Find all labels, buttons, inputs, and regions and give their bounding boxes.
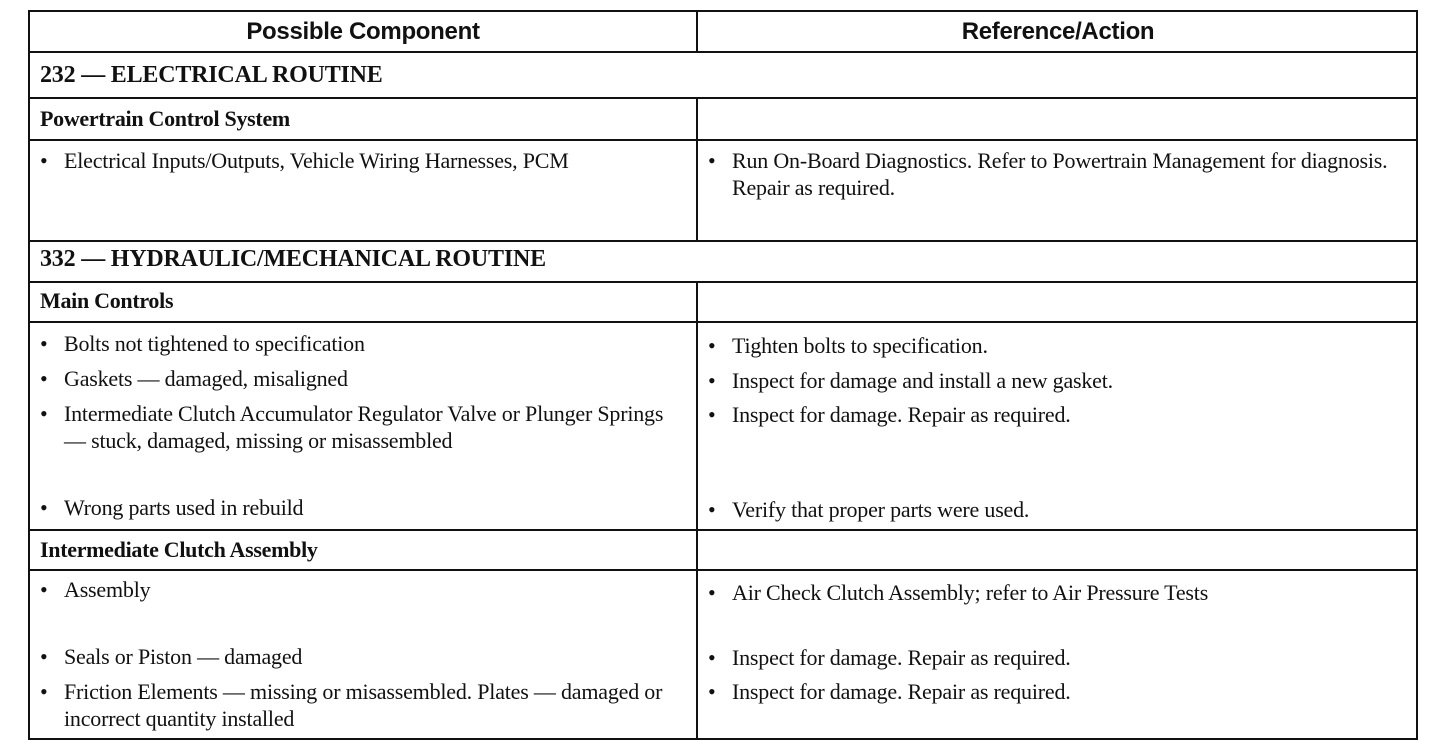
row-divider [30, 97, 1416, 99]
action-item: • Inspect for damage and install a new gasket. [708, 367, 1432, 394]
action-item: • Verify that proper parts were used. [708, 496, 1432, 523]
action-item: • Tighten bolts to specification. [708, 332, 1432, 359]
column-header-reference: Reference/Action [961, 18, 1155, 45]
group-main-controls: Main Controls [40, 288, 174, 313]
component-item: • Intermediate Clutch Accumulator Regulator Valve or Plunger Springs — stuck, damaged, missing or misassembled [40, 400, 684, 454]
component-item: • Seals or Piston — damaged [40, 643, 704, 670]
component-item: • Wrong parts used in rebuild [40, 494, 704, 521]
component-item: • Friction Elements — missing or misassembled. Plates — damaged or incorrect quantity installed [40, 678, 694, 732]
row-divider [30, 529, 1416, 531]
row-divider [30, 240, 1416, 242]
action-item: • Inspect for damage. Repair as required. [708, 401, 1432, 428]
column-header-component: Possible Component [246, 18, 480, 45]
diagnostic-table [28, 10, 1418, 740]
group-powertrain-control: Powertrain Control System [40, 106, 290, 131]
row-divider [30, 569, 1416, 571]
group-intermediate-clutch: Intermediate Clutch Assembly [40, 537, 318, 562]
action-item: • Inspect for damage. Repair as required. [708, 644, 1432, 671]
action-item: • Air Check Clutch Assembly; refer to Air Pressure Tests [708, 579, 1432, 606]
header-divider [30, 51, 1416, 53]
row-divider [30, 321, 1416, 323]
action-item: • Run On-Board Diagnostics. Refer to Powertrain Management for diagnosis. Repair as required. [708, 147, 1422, 201]
hydraulic-routine-title: 332 — HYDRAULIC/MECHANICAL ROUTINE [40, 246, 546, 272]
component-item: • Electrical Inputs/Outputs, Vehicle Wiring Harnesses, PCM [40, 147, 704, 174]
row-divider [30, 281, 1416, 283]
electrical-routine-title: 232 — ELECTRICAL ROUTINE [40, 62, 383, 88]
row-divider [30, 139, 1416, 141]
action-item: • Inspect for damage. Repair as required. [708, 678, 1432, 705]
component-item: • Bolts not tightened to specification [40, 330, 704, 357]
component-item: • Assembly [40, 576, 704, 603]
component-item: • Gaskets — damaged, misaligned [40, 365, 704, 392]
